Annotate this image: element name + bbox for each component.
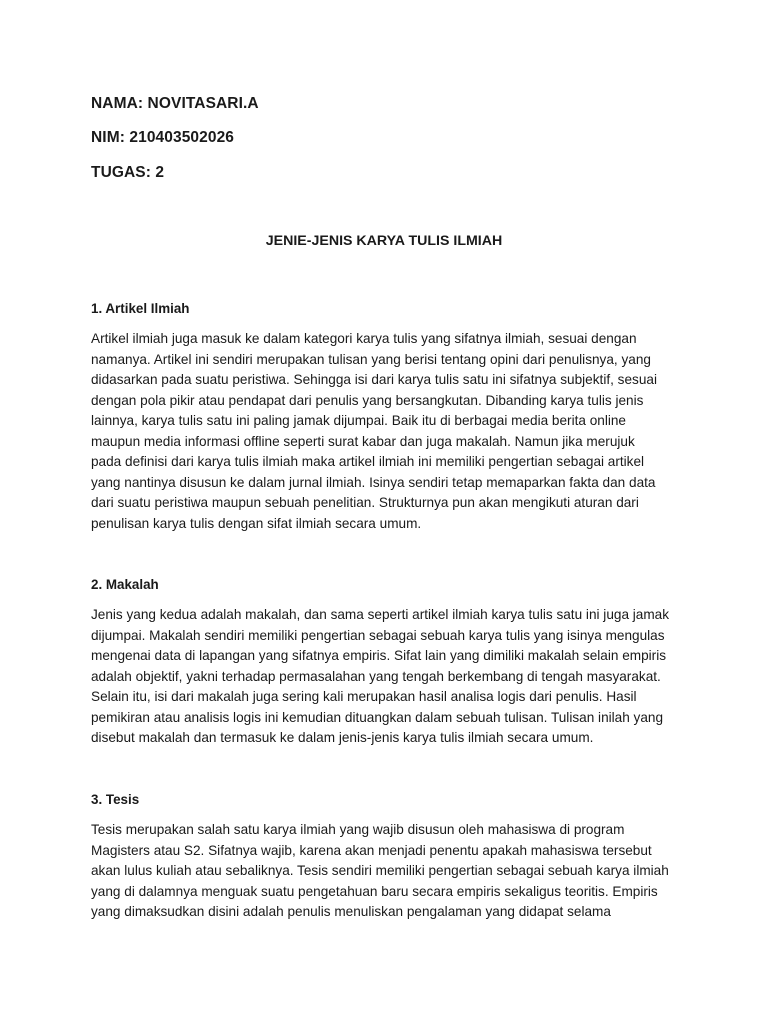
paragraph-line: maupun media informasi offline seperti surat kabar dan juga makalah. Namun jika merujuk [91, 433, 635, 449]
paragraph-line: mengenai data di lapangan yang sifatnya empiris. Sifat lain yang dimiliki makalah selain empiris [91, 648, 667, 663]
paragraph-line: lainnya, karya tulis satu ini paling jamak dijumpai. Baik itu di berbagai media berita online [91, 413, 626, 428]
section-makalah [91, 575, 687, 749]
paragraph-line: yang di dalamnya menguak suatu pengetahuan baru secara empiris sekaligus teoritis. Empiris [91, 883, 658, 899]
paragraph-line: yang dimaksudkan disini adalah penulis menuliskan pengalaman yang didapat selama [91, 904, 611, 919]
paragraph-line: pada definisi dari karya tulis ilmiah maka artikel ilmiah ini memiliki pengertian sebagai artikel [91, 454, 645, 469]
section-heading: 2. Makalah [91, 577, 159, 592]
section-paragraph [91, 820, 687, 923]
paragraph-line: Selain itu, isi dari makalah juga sering kali merupakan hasil analisa logis dari penulis. Hasil [91, 689, 637, 704]
paragraph-line: akan lulus kuliah atau sebaliknya. Tesis sendiri memiliki pengertian sebagai sebuah karya ilmiah [91, 863, 669, 878]
paragraph-line: didasarkan pada suatu peristiwa. Sehingga isi dari karya tulis satu ini sifatnya subjektif, sesuai [91, 372, 657, 387]
assignment-number: TUGAS: 2 [91, 164, 165, 181]
paragraph-line: Artikel ilmiah juga masuk ke dalam kategori karya tulis yang sifatnya ilmiah, sesuai dengan [91, 331, 637, 346]
student-name: NAMA: NOVITASARI.A [91, 95, 259, 112]
section-artikel-ilmiah [91, 299, 687, 534]
paragraph-line: adalah objektif, yakni terhadap permasalahan yang tengah berkembang di tengah masyarakat. [91, 668, 661, 684]
paragraph-line: Jenis yang kedua adalah makalah, dan sama seperti artikel ilmiah karya tulis satu ini juga jamak [91, 607, 670, 622]
section-heading: 3. Tesis [91, 792, 140, 807]
paragraph-line: dijumpai. Makalah sendiri memiliki pengertian sebagai sebuah karya tulis yang isinya mengulas [91, 627, 665, 643]
paragraph-line: disebut makalah dan termasuk ke dalam jenis-jenis karya tulis ilmiah secara umum. [91, 730, 594, 745]
paragraph-line: dari suatu peristiwa maupun sebuah penelitian. Strukturnya pun akan mengikuti aturan dari [91, 495, 639, 510]
section-paragraph [91, 605, 687, 749]
paragraph-line: pemikiran atau analisis logis ini kemudian dituangkan dalam sebuah tulisan. Tulisan inilah yang [91, 709, 664, 725]
section-paragraph [91, 329, 687, 534]
document-title: JENIE-JENIS KARYA TULIS ILMIAH [265, 233, 503, 249]
paragraph-line: Tesis merupakan salah satu karya ilmiah yang wajib disusun oleh mahasiswa di program [91, 822, 625, 837]
paragraph-line: namanya. Artikel ini sendiri merupakan tulisan yang berisi tentang opini dari penulisnya, yang [91, 351, 651, 367]
section-tesis [91, 790, 687, 923]
student-id: NIM: 210403502026 [91, 129, 235, 146]
paragraph-line: penulisan karya tulis dengan sifat ilmiah secara umum. [91, 515, 422, 531]
section-heading: 1. Artikel Ilmiah [91, 301, 190, 316]
paragraph-line: dengan pola pikir atau pendapat dari penulis yang bersangkutan. Dibanding karya tulis jenis [91, 392, 644, 408]
paragraph-line: yang nantinya disusun ke dalam jurnal ilmiah. Isinya sendiri tetap memaparkan fakta dan data [91, 474, 656, 490]
paragraph-line: Magisters atau S2. Sifatnya wajib, karena akan menjadi penentu apakah mahasiswa tersebut [91, 842, 652, 858]
